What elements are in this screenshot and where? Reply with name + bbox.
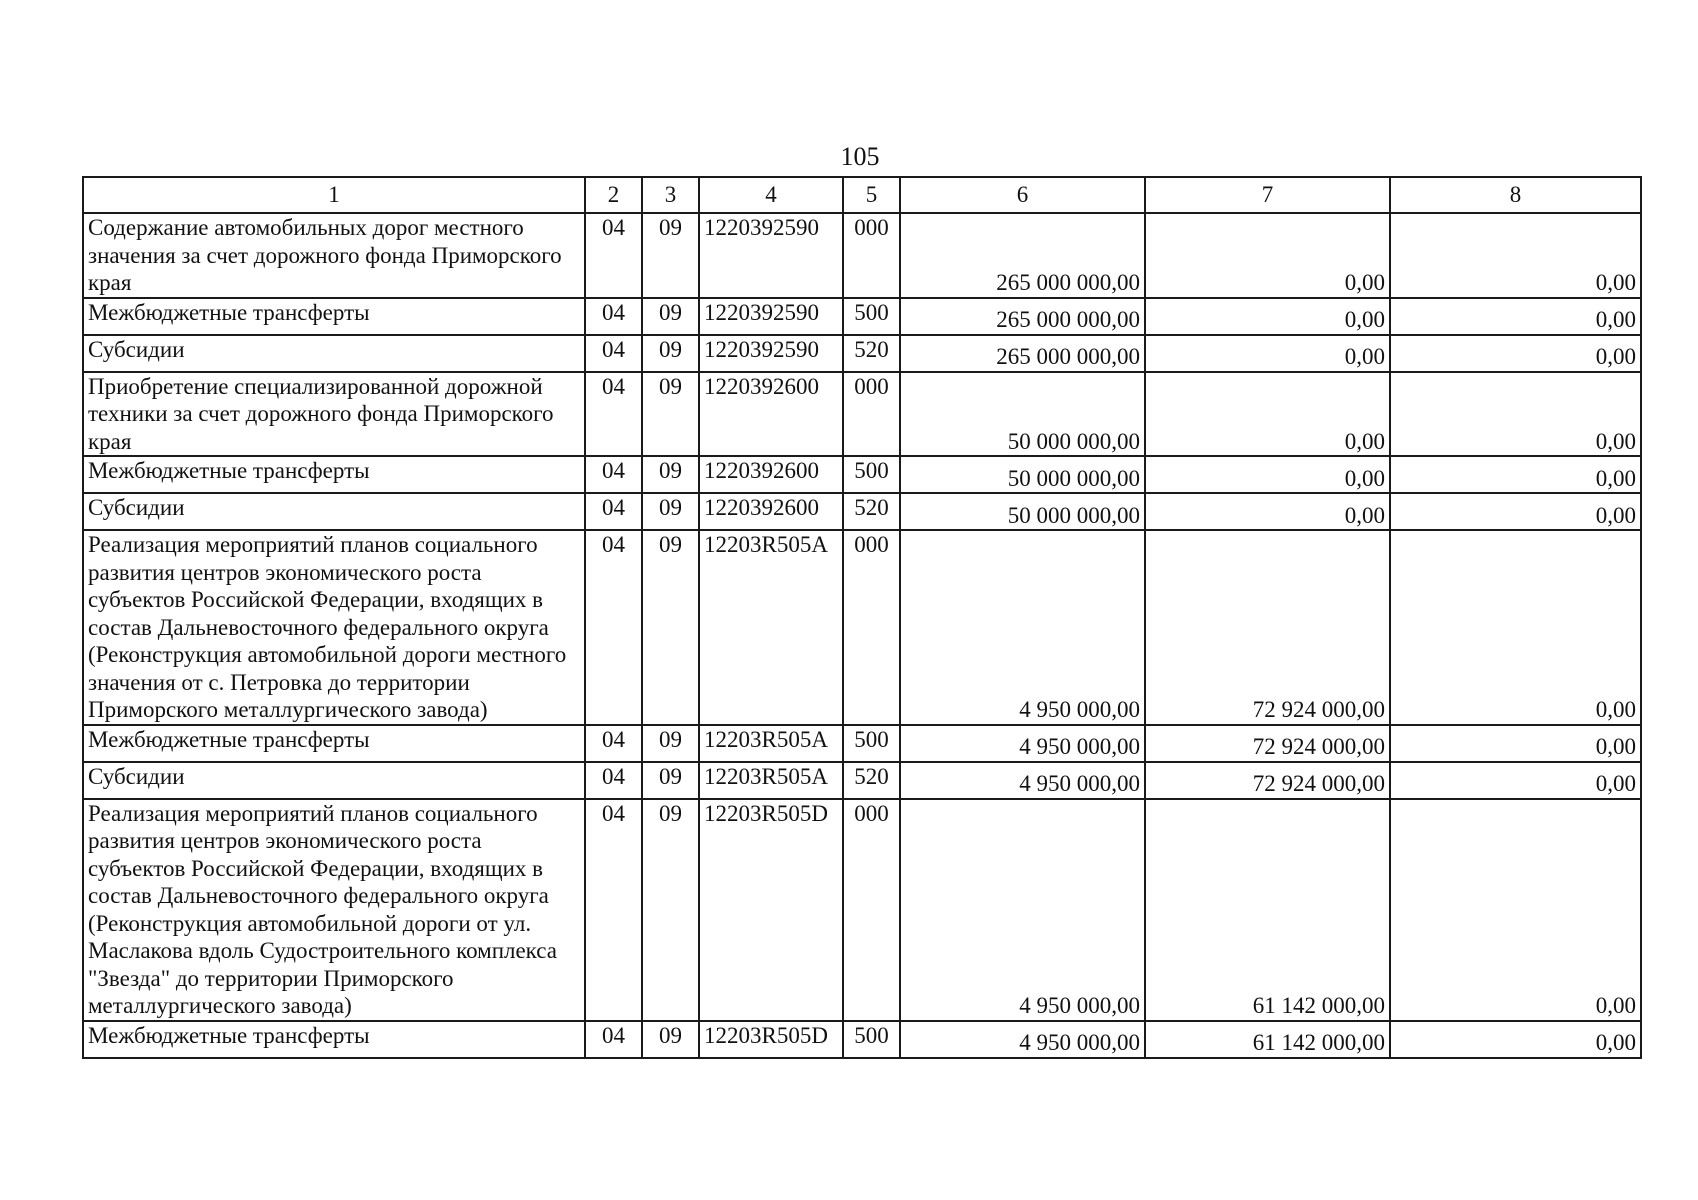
table-header-row bbox=[83, 177, 1641, 213]
target-article-cell: 12203R505D bbox=[699, 1021, 843, 1058]
amount-col8-cell: 0,00 bbox=[1390, 372, 1641, 457]
subsection-code-cell: 09 bbox=[642, 799, 699, 1021]
item-name-cell: Субсидии bbox=[83, 493, 585, 530]
target-article-cell: 1220392600 bbox=[699, 456, 843, 493]
section-code-cell: 04 bbox=[585, 725, 642, 762]
amount-col7-cell: 0,00 bbox=[1145, 213, 1390, 298]
amount-col7-cell: 61 142 000,00 bbox=[1145, 1021, 1390, 1058]
expense-type-cell: 520 bbox=[843, 335, 900, 372]
header-cell-5: 5 bbox=[843, 177, 900, 213]
amount-col8-cell: 0,00 bbox=[1390, 213, 1641, 298]
header-cell-2: 2 bbox=[585, 177, 642, 213]
section-code-cell: 04 bbox=[585, 456, 642, 493]
target-article-cell: 1220392590 bbox=[699, 213, 843, 298]
amount-col8-cell: 0,00 bbox=[1390, 456, 1641, 493]
amount-col6-cell: 4 950 000,00 bbox=[900, 762, 1145, 799]
page-number: 105 bbox=[840, 142, 880, 171]
amount-col6-cell: 50 000 000,00 bbox=[900, 372, 1145, 457]
expense-type-cell: 520 bbox=[843, 762, 900, 799]
expense-type-cell: 500 bbox=[843, 456, 900, 493]
expense-type-cell: 500 bbox=[843, 1021, 900, 1058]
amount-col6-cell: 4 950 000,00 bbox=[900, 799, 1145, 1021]
subsection-code-cell: 09 bbox=[642, 1021, 699, 1058]
section-code-cell: 04 bbox=[585, 493, 642, 530]
table-row bbox=[83, 213, 1641, 298]
amount-col7-cell: 0,00 bbox=[1145, 335, 1390, 372]
section-code-cell: 04 bbox=[585, 298, 642, 335]
expense-type-cell: 520 bbox=[843, 493, 900, 530]
amount-col6-cell: 50 000 000,00 bbox=[900, 493, 1145, 530]
subsection-code-cell: 09 bbox=[642, 372, 699, 457]
header-cell-1: 1 bbox=[83, 177, 585, 213]
amount-col6-cell: 4 950 000,00 bbox=[900, 725, 1145, 762]
target-article-cell: 1220392600 bbox=[699, 493, 843, 530]
table-row bbox=[83, 335, 1641, 372]
header-cell-8: 8 bbox=[1390, 177, 1641, 213]
target-article-cell: 1220392600 bbox=[699, 372, 843, 457]
amount-col6-cell: 4 950 000,00 bbox=[900, 530, 1145, 725]
amount-col8-cell: 0,00 bbox=[1390, 1021, 1641, 1058]
table-row bbox=[83, 1021, 1641, 1058]
subsection-code-cell: 09 bbox=[642, 493, 699, 530]
table-row bbox=[83, 372, 1641, 457]
amount-col6-cell: 265 000 000,00 bbox=[900, 335, 1145, 372]
amount-col8-cell: 0,00 bbox=[1390, 298, 1641, 335]
expense-type-cell: 000 bbox=[843, 530, 900, 725]
section-code-cell: 04 bbox=[585, 372, 642, 457]
target-article-cell: 12203R505A bbox=[699, 725, 843, 762]
target-article-cell: 1220392590 bbox=[699, 298, 843, 335]
section-code-cell: 04 bbox=[585, 1021, 642, 1058]
amount-col8-cell: 0,00 bbox=[1390, 335, 1641, 372]
amount-col7-cell: 72 924 000,00 bbox=[1145, 762, 1390, 799]
target-article-cell: 1220392590 bbox=[699, 335, 843, 372]
subsection-code-cell: 09 bbox=[642, 530, 699, 725]
expense-type-cell: 000 bbox=[843, 799, 900, 1021]
item-name-cell: Межбюджетные трансферты bbox=[83, 725, 585, 762]
amount-col8-cell: 0,00 bbox=[1390, 762, 1641, 799]
amount-col6-cell: 265 000 000,00 bbox=[900, 213, 1145, 298]
subsection-code-cell: 09 bbox=[642, 456, 699, 493]
subsection-code-cell: 09 bbox=[642, 213, 699, 298]
item-name-cell: Межбюджетные трансферты bbox=[83, 298, 585, 335]
item-name-cell: Реализация мероприятий планов социального развития центров экономического роста субъектов Российской Федерации, входящих в состав Дальневосточного федерального округа (Реконструкция автомобильной дороги местного значения от с. Петровка до территории Приморского металлургического завода) bbox=[83, 530, 585, 725]
header-cell-4: 4 bbox=[699, 177, 843, 213]
expense-type-cell: 000 bbox=[843, 372, 900, 457]
amount-col8-cell: 0,00 bbox=[1390, 493, 1641, 530]
amount-col8-cell: 0,00 bbox=[1390, 725, 1641, 762]
item-name-cell: Межбюджетные трансферты bbox=[83, 456, 585, 493]
table-row bbox=[83, 530, 1641, 725]
section-code-cell: 04 bbox=[585, 762, 642, 799]
item-name-cell: Субсидии bbox=[83, 762, 585, 799]
header-cell-3: 3 bbox=[642, 177, 699, 213]
item-name-cell: Субсидии bbox=[83, 335, 585, 372]
expense-type-cell: 500 bbox=[843, 725, 900, 762]
expense-type-cell: 500 bbox=[843, 298, 900, 335]
subsection-code-cell: 09 bbox=[642, 762, 699, 799]
section-code-cell: 04 bbox=[585, 530, 642, 725]
item-name-cell: Содержание автомобильных дорог местного значения за счет дорожного фонда Приморского края bbox=[83, 213, 585, 298]
table-body bbox=[83, 177, 1641, 1058]
amount-col7-cell: 0,00 bbox=[1145, 493, 1390, 530]
header-cell-7: 7 bbox=[1145, 177, 1390, 213]
table-row bbox=[83, 799, 1641, 1021]
table-row bbox=[83, 456, 1641, 493]
amount-col7-cell: 0,00 bbox=[1145, 456, 1390, 493]
amount-col8-cell: 0,00 bbox=[1390, 799, 1641, 1021]
amount-col7-cell: 72 924 000,00 bbox=[1145, 725, 1390, 762]
subsection-code-cell: 09 bbox=[642, 725, 699, 762]
amount-col7-cell: 0,00 bbox=[1145, 372, 1390, 457]
item-name-cell: Реализация мероприятий планов социального развития центров экономического роста субъектов Российской Федерации, входящих в состав Дальневосточного федерального округа (Реконструкция автомобильной дороги от ул. Маслакова вдоль Судостроительного комплекса "Звезда" до территории Приморского металлургического завода) bbox=[83, 799, 585, 1021]
amount-col8-cell: 0,00 bbox=[1390, 530, 1641, 725]
item-name-cell: Межбюджетные трансферты bbox=[83, 1021, 585, 1058]
section-code-cell: 04 bbox=[585, 213, 642, 298]
table-row bbox=[83, 298, 1641, 335]
table-row bbox=[83, 762, 1641, 799]
subsection-code-cell: 09 bbox=[642, 298, 699, 335]
header-cell-6: 6 bbox=[900, 177, 1145, 213]
amount-col6-cell: 4 950 000,00 bbox=[900, 1021, 1145, 1058]
target-article-cell: 12203R505A bbox=[699, 762, 843, 799]
item-name-cell: Приобретение специализированной дорожной техники за счет дорожного фонда Приморского края bbox=[83, 372, 585, 457]
section-code-cell: 04 bbox=[585, 335, 642, 372]
table-row bbox=[83, 493, 1641, 530]
amount-col7-cell: 72 924 000,00 bbox=[1145, 530, 1390, 725]
subsection-code-cell: 09 bbox=[642, 335, 699, 372]
target-article-cell: 12203R505D bbox=[699, 799, 843, 1021]
expense-type-cell: 000 bbox=[843, 213, 900, 298]
amount-col6-cell: 265 000 000,00 bbox=[900, 298, 1145, 335]
amount-col7-cell: 61 142 000,00 bbox=[1145, 799, 1390, 1021]
table-row bbox=[83, 725, 1641, 762]
amount-col6-cell: 50 000 000,00 bbox=[900, 456, 1145, 493]
budget-table bbox=[82, 176, 1642, 1059]
section-code-cell: 04 bbox=[585, 799, 642, 1021]
target-article-cell: 12203R505A bbox=[699, 530, 843, 725]
amount-col7-cell: 0,00 bbox=[1145, 298, 1390, 335]
